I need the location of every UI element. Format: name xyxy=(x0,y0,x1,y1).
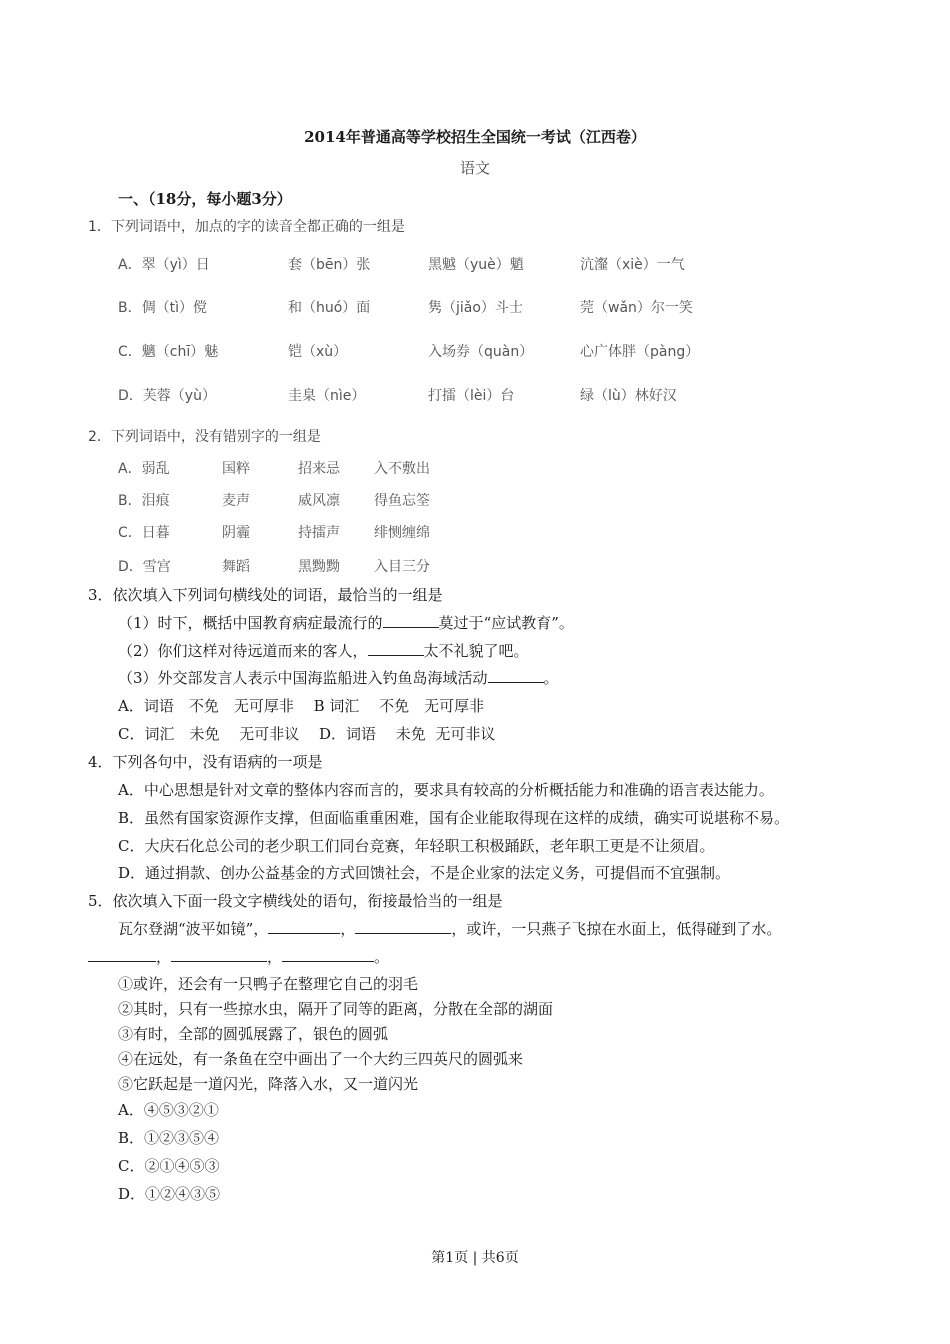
q2-option-c-1: C．日暮 xyxy=(118,525,170,541)
q1-option-a-2: 套（bēn）张 xyxy=(288,257,371,273)
q5-sentence-1: ①或许，还会有一只鸭子在整理它自己的羽毛 xyxy=(118,975,419,993)
answer-blank xyxy=(282,947,374,962)
answer-blank xyxy=(88,947,156,962)
q1-option-c-4: 心广体胖（pàng） xyxy=(580,344,700,360)
q1-option-b-1: B．倜（tì）傥 xyxy=(118,300,207,316)
q3-item-3-pre: （3）外交部发言人表示中国海监船进入钓鱼岛海域活动 xyxy=(118,669,488,687)
q5-passage-b: ， xyxy=(340,920,356,938)
q2-option-c-4: 绯恻缠绵 xyxy=(374,525,430,541)
q4-option-a: A．中心思想是针对文章的整体内容而言的，要求具有较高的分析概括能力和准确的语言表达能力。 xyxy=(118,781,774,799)
q3-item-1 xyxy=(118,612,574,633)
q5-sentence-4: ④在远处，有一条鱼在空中画出了一个大约三四英尺的圆弧来 xyxy=(118,1050,524,1068)
page-title: 2014年普通高等学校招生全国统一考试（江西卷） xyxy=(304,128,646,146)
q1-option-a-4: 沆瀣（xiè）一气 xyxy=(580,257,685,273)
q5-passage-e: 。 xyxy=(374,948,390,966)
q2-option-b-2: 麦声 xyxy=(222,493,250,509)
q2-option-a-1: A．弱乱 xyxy=(118,461,170,477)
answer-blank xyxy=(268,919,340,934)
q2-option-b-4: 得鱼忘筌 xyxy=(374,493,430,509)
q5-option-b: B．①②③⑤④ xyxy=(118,1129,220,1147)
q5-sentence-5: ⑤它跃起是一道闪光，降落入水，又一道闪光 xyxy=(118,1075,419,1093)
q5-stem: 5．依次填入下面一段文字横线处的语句，衔接最恰当的一组是 xyxy=(88,892,503,910)
q5-option-a: A．④⑤③②① xyxy=(118,1101,219,1119)
q1-option-d-1: D．芙蓉（yù） xyxy=(118,388,216,404)
answer-blank xyxy=(488,668,544,683)
q5-sentence-3: ③有时，全部的圆弧展露了，银色的圆弧 xyxy=(118,1025,389,1043)
answer-blank xyxy=(171,947,267,962)
q4-option-d: D．通过捐款、创办公益基金的方式回馈社会，不是企业家的法定义务，可提倡而不宜强制。 xyxy=(118,864,731,882)
q3-options-row-2: C．词汇 未免 无可非议 D．词语 未免 无可非议 xyxy=(118,725,496,743)
q5-passage-d2: ， xyxy=(267,948,283,966)
q2-option-a-4: 入不敷出 xyxy=(374,461,430,477)
q1-option-d-3: 打擂（lèi）台 xyxy=(428,388,515,404)
answer-blank xyxy=(368,641,424,656)
q1-option-a-1: A．翠（yì）日 xyxy=(118,257,210,273)
page-footer: 第1页 | 共6页 xyxy=(431,1250,519,1266)
q2-option-a-3: 招来忌 xyxy=(298,461,340,477)
q3-stem: 3．依次填入下列词句横线处的词语，最恰当的一组是 xyxy=(88,586,443,604)
q4-option-b: B．虽然有国家资源作支撑，但面临重重困难，国有企业能取得现在这样的成绩，确实可说堪称不易。 xyxy=(118,809,790,827)
q5-passage-line-1 xyxy=(118,918,781,939)
q3-item-3 xyxy=(118,667,559,688)
q2-option-d-4: 入目三分 xyxy=(374,559,430,575)
q5-passage-c: ，或许，一只燕子飞掠在水面上，低得碰到了水。 xyxy=(451,920,782,938)
q2-option-b-3: 威风凛 xyxy=(298,493,340,509)
q2-option-b-1: B．泪痕 xyxy=(118,493,170,509)
q2-option-d-2: 舞蹈 xyxy=(222,559,250,575)
q1-stem: 1．下列词语中，加点的字的读音全都正确的一组是 xyxy=(88,219,405,235)
q2-option-c-3: 持擂声 xyxy=(298,525,340,541)
q5-passage-d: ， xyxy=(156,948,172,966)
answer-blank xyxy=(383,613,439,628)
q4-stem: 4．下列各句中，没有语病的一项是 xyxy=(88,753,323,771)
q3-item-1-pre: （1）时下，概括中国教育病症最流行的 xyxy=(118,614,383,632)
q1-option-d-4: 绿（lù）林好汉 xyxy=(580,388,677,404)
q3-item-2-post: 太不礼貌了吧。 xyxy=(423,642,529,660)
q1-option-c-3: 入场券（quàn） xyxy=(428,344,534,360)
watermark: ​ xyxy=(89,300,101,335)
q1-option-b-3: 隽（jiǎo）斗士 xyxy=(428,300,523,316)
q3-item-2-pre: （2）你们这样对待远道而来的客人， xyxy=(118,642,368,660)
q3-item-2 xyxy=(118,640,529,661)
q3-options-row-1: A．词语 不免 无可厚非 B 词汇 不免 无可厚非 xyxy=(118,697,485,715)
q2-option-c-2: 阴霾 xyxy=(222,525,250,541)
q5-sentence-2: ②其时，只有一些掠水虫，隔开了同等的距离，分散在全部的湖面 xyxy=(118,1000,554,1018)
q3-item-1-post: 莫过于“应试教育”。 xyxy=(438,614,574,632)
q2-stem: 2．下列词语中，没有错别字的一组是 xyxy=(88,429,321,445)
q4-option-c: C．大庆石化总公司的老少职工们同台竞赛，年轻职工积极踊跃，老年职工更是不让须眉。 xyxy=(118,837,715,855)
q1-option-d-2: 圭臬（nìe） xyxy=(288,388,366,404)
q5-option-c: C．②①④⑤③ xyxy=(118,1157,220,1175)
q5-passage-a: 瓦尔登湖“波平如镜”， xyxy=(118,920,269,938)
q3-item-3-post: 。 xyxy=(543,669,559,687)
q2-option-d-3: 黑黝黝 xyxy=(298,559,340,575)
q1-option-c-2: 铠（xù） xyxy=(288,344,348,360)
q2-option-d-1: D．雪宫 xyxy=(118,559,171,575)
section-heading: 一、（18分，每小题3分） xyxy=(118,190,292,208)
q1-option-b-4: 莞（wǎn）尔一笑 xyxy=(580,300,693,316)
q1-option-c-1: C．魑（chī）魅 xyxy=(118,344,219,360)
q5-option-d: D．①②④③⑤ xyxy=(118,1185,221,1203)
subject-label: 语文 xyxy=(459,159,490,177)
q2-option-a-2: 国粹 xyxy=(222,461,250,477)
answer-blank xyxy=(355,919,451,934)
q5-passage-line-2 xyxy=(88,946,389,967)
q1-option-b-2: 和（huó）面 xyxy=(288,300,371,316)
q1-option-a-3: 黑魆（yuè）魈 xyxy=(428,257,524,273)
